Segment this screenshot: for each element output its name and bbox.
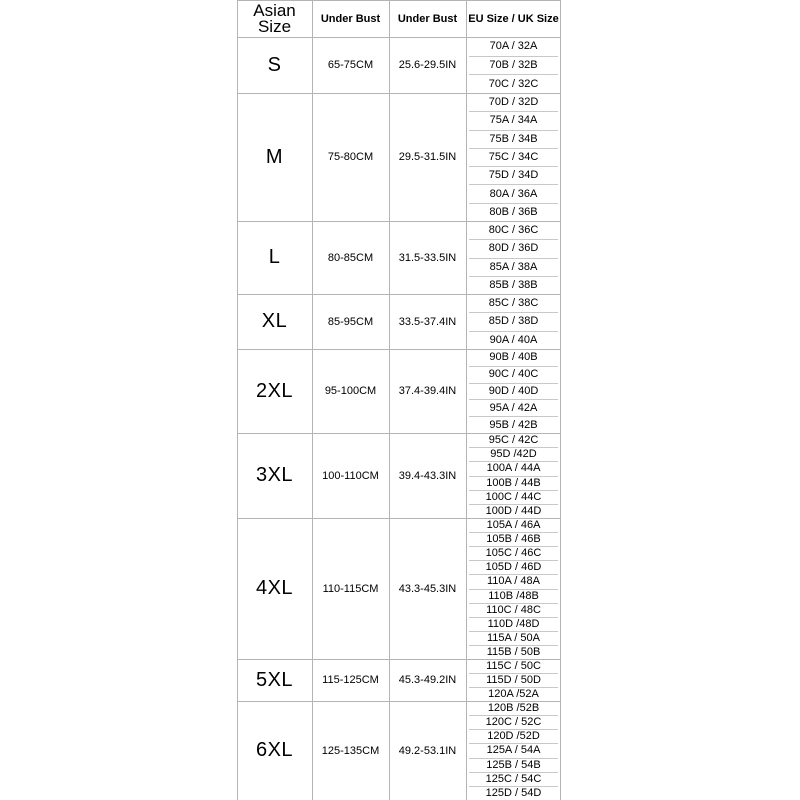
eu-uk-size-cell: 105D / 46D (485, 561, 542, 574)
eu-uk-size-cell: 115C / 50C (486, 660, 541, 672)
under-bust-cm-cell: 125-135CM (321, 744, 380, 757)
row-divider (469, 729, 558, 730)
eu-uk-size-cell: 125B / 54B (486, 758, 541, 771)
eu-uk-size-cell: 115D / 50D (486, 674, 541, 686)
eu-uk-size-cell: 80C / 36C (488, 224, 539, 237)
eu-uk-size-cell: 115A / 50A (486, 631, 540, 644)
row-divider (469, 399, 558, 400)
row-divider (469, 772, 558, 773)
row-divider (469, 258, 558, 259)
row-divider (469, 715, 558, 716)
row-divider (469, 447, 558, 448)
eu-uk-size-cell: 70C / 32C (488, 77, 539, 90)
eu-uk-size-cell: 105C / 46C (485, 547, 542, 560)
eu-uk-size-cell: 125C / 54C (485, 772, 542, 785)
under-bust-in-cell: 43.3-45.3IN (398, 582, 457, 595)
header-under-bust-in: Under Bust (397, 12, 458, 25)
eu-uk-size-cell: 115B / 50B (486, 645, 541, 658)
under-bust-cm-cell: 95-100CM (324, 385, 377, 397)
eu-uk-size-cell: 125D / 54D (485, 786, 542, 799)
header-eu-uk-size: EU Size / UK Size (468, 12, 559, 25)
asian-size-cell: 2XL (255, 379, 294, 402)
eu-uk-size-cell: 120B /52B (487, 702, 540, 715)
row-divider (469, 56, 558, 57)
under-bust-cm-cell: 100-110CM (322, 469, 379, 482)
row-divider (469, 758, 558, 759)
under-bust-cm-cell: 115-125CM (322, 674, 379, 686)
eu-uk-size-cell: 70A / 32A (489, 40, 538, 53)
eu-uk-size-cell: 75A / 34A (489, 114, 538, 127)
eu-uk-size-cell: 70B / 32B (489, 58, 538, 71)
row-divider (469, 560, 558, 561)
row-divider (469, 574, 558, 575)
eu-uk-size-cell: 80A / 36A (489, 187, 538, 200)
under-bust-cm-cell: 65-75CM (327, 59, 374, 71)
under-bust-in-cell: 31.5-33.5IN (398, 251, 457, 264)
eu-uk-size-cell: 75C / 34C (488, 150, 539, 163)
row-divider (469, 111, 558, 112)
eu-uk-size-cell: 95D /42D (490, 448, 537, 461)
asian-size-cell: 5XL (255, 668, 294, 691)
eu-uk-size-cell: 105B / 46B (486, 533, 541, 546)
row-divider (469, 276, 558, 277)
eu-uk-size-cell: 85B / 38B (489, 278, 538, 291)
eu-uk-size-cell: 105A / 46A (486, 519, 541, 532)
eu-uk-size-cell: 100D / 44D (485, 504, 542, 517)
eu-uk-size-cell: 120D /52D (487, 730, 540, 743)
eu-uk-size-cell: 85A / 38A (489, 260, 538, 273)
under-bust-in-cell: 25.6-29.5IN (398, 59, 457, 71)
asian-size-cell: 4XL (255, 577, 294, 599)
row-divider (469, 603, 558, 604)
row-divider (469, 546, 558, 547)
row-divider (469, 166, 558, 167)
asian-size-cell: M (265, 145, 284, 168)
row-divider (469, 786, 558, 787)
row-divider (469, 74, 558, 75)
row-divider (469, 687, 558, 688)
eu-uk-size-cell: 110A / 48A (486, 575, 540, 588)
eu-uk-size-cell: 110B /48B (488, 589, 539, 602)
eu-uk-size-cell: 80D / 36D (488, 242, 539, 255)
under-bust-in-cell: 29.5-31.5IN (398, 151, 457, 163)
eu-uk-size-cell: 80B / 36B (489, 205, 538, 218)
under-bust-in-cell: 33.5-37.4IN (398, 315, 457, 328)
size-chart-table (237, 0, 561, 800)
row-divider (237, 0, 561, 1)
eu-uk-size-cell: 85D / 38D (488, 315, 539, 328)
row-divider (469, 589, 558, 590)
under-bust-in-cell: 37.4-39.4IN (398, 385, 457, 397)
row-divider (469, 239, 558, 240)
asian-size-cell: L (268, 246, 281, 268)
under-bust-in-cell: 49.2-53.1IN (398, 744, 457, 757)
eu-uk-size-cell: 95C / 42C (488, 434, 539, 447)
eu-uk-size-cell: 95B / 42B (489, 418, 538, 431)
row-divider (469, 203, 558, 204)
row-divider (469, 617, 558, 618)
eu-uk-size-cell: 90C / 40C (488, 368, 539, 381)
asian-size-cell: S (267, 53, 282, 76)
eu-uk-size-cell: 110C / 48C (486, 603, 541, 616)
row-divider (469, 331, 558, 332)
row-divider (469, 312, 558, 313)
row-divider (469, 645, 558, 646)
eu-uk-size-cell: 75B / 34B (489, 132, 538, 145)
eu-uk-size-cell: 100A / 44A (486, 462, 541, 475)
eu-uk-size-cell: 100C / 44C (485, 490, 542, 503)
asian-size-cell: XL (261, 310, 288, 332)
eu-uk-size-cell: 90D / 40D (488, 384, 539, 397)
eu-uk-size-cell: 85C / 38C (488, 297, 539, 310)
eu-uk-size-cell: 75D / 34D (488, 169, 539, 182)
eu-uk-size-cell: 70D / 32D (488, 96, 539, 109)
eu-uk-size-cell: 90A / 40A (489, 333, 538, 346)
row-divider (469, 416, 558, 417)
under-bust-in-cell: 45.3-49.2IN (398, 674, 457, 686)
eu-uk-size-cell: 110D /48D (487, 617, 540, 630)
under-bust-cm-cell: 75-80CM (327, 151, 374, 163)
row-divider (469, 184, 558, 185)
row-divider (469, 130, 558, 131)
row-divider (469, 631, 558, 632)
row-divider (469, 476, 558, 477)
row-divider (469, 743, 558, 744)
asian-size-cell: 6XL (255, 739, 294, 761)
under-bust-cm-cell: 80-85CM (327, 251, 374, 264)
under-bust-cm-cell: 110-115CM (322, 582, 379, 595)
row-divider (469, 504, 558, 505)
row-divider (469, 461, 558, 462)
row-divider (469, 673, 558, 674)
eu-uk-size-cell: 95A / 42A (489, 401, 538, 414)
header-under-bust-cm: Under Bust (320, 12, 381, 25)
header-asian-size: Asian Size (253, 0, 296, 36)
row-divider (469, 148, 558, 149)
eu-uk-size-cell: 100B / 44B (486, 476, 541, 489)
under-bust-cm-cell: 85-95CM (327, 315, 374, 328)
eu-uk-size-cell: 120C / 52C (485, 716, 542, 729)
eu-uk-size-cell: 125A / 54A (486, 744, 541, 757)
row-divider (469, 532, 558, 533)
row-divider (469, 490, 558, 491)
row-divider (469, 383, 558, 384)
eu-uk-size-cell: 90B / 40B (489, 351, 538, 364)
row-divider (469, 366, 558, 367)
asian-size-cell: 3XL (255, 464, 294, 486)
eu-uk-size-cell: 120A /52A (488, 688, 539, 700)
under-bust-in-cell: 39.4-43.3IN (398, 469, 457, 482)
